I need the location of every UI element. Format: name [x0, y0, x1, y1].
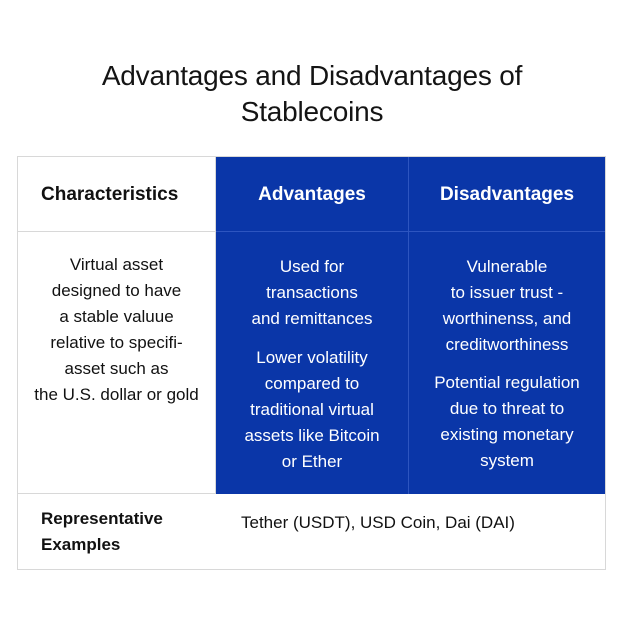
- page-title-line-1: Advantages and Disadvantages of: [101, 60, 523, 91]
- representative-label-cell: [18, 494, 216, 569]
- header-disadvantages: Disadvantages: [439, 184, 575, 205]
- representative-value: Tether (USDT), USD Coin, Dai (DAI): [241, 513, 515, 532]
- characteristics-cell: [18, 232, 216, 494]
- page-title: [0, 58, 624, 130]
- header-characteristics: Characteristics: [41, 184, 179, 205]
- header-cell-disadvantages: [409, 157, 605, 232]
- representative-value-cell: [216, 494, 605, 569]
- advantages-cell: [216, 232, 409, 494]
- comparison-table: [17, 156, 606, 570]
- header-cell-characteristics: [18, 157, 216, 232]
- representative-label: Representative Examples: [41, 509, 163, 554]
- disadvantage-item-2: Potential regulation due to threat to existing monetary system: [434, 373, 580, 470]
- advantage-item-2: Lower volatility compared to traditional virtual assets like Bitcoin or Ether: [244, 348, 380, 471]
- header-cell-advantages: [216, 157, 409, 232]
- disadvantages-cell: [409, 232, 605, 494]
- characteristics-text: Virtual asset designed to have a stable valuue relative to specifi- asset such as the U.S. dollar or gold: [34, 255, 199, 404]
- disadvantage-item-1: Vulnerable to issuer trust - worthinenss, and creditworthiness: [442, 257, 572, 354]
- advantage-item-1: Used for transactions and remittances: [251, 257, 373, 328]
- header-advantages: Advantages: [258, 184, 366, 205]
- page-title-line-2: Stablecoins: [240, 96, 384, 127]
